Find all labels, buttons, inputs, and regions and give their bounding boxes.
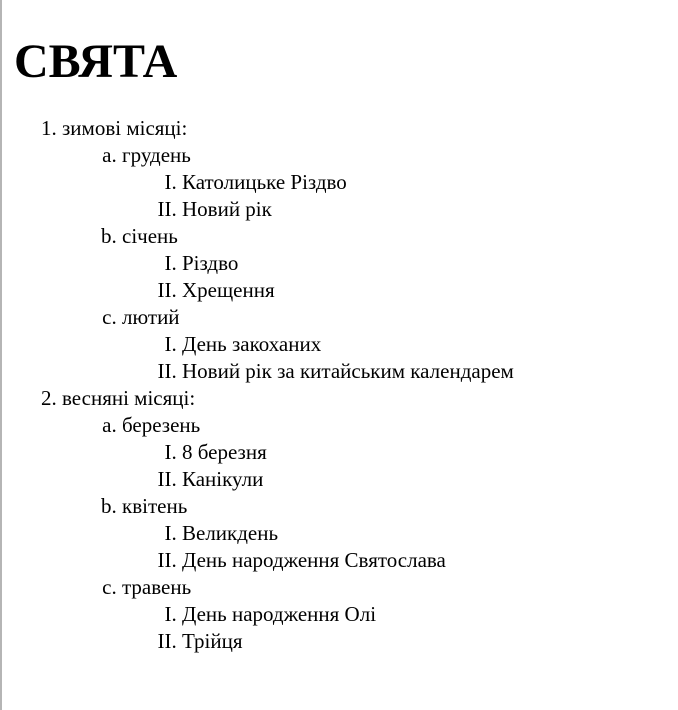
holiday-item: II. Новий рік за китайським календарем	[182, 358, 678, 385]
holiday-item: I. Великдень	[182, 520, 678, 547]
holiday-item: I. 8 березня	[182, 439, 678, 466]
month-item	[122, 223, 678, 304]
month-label: травень	[122, 575, 192, 600]
holiday-sublist	[122, 520, 678, 574]
holiday-sublist	[122, 439, 678, 493]
season-item	[62, 385, 678, 655]
holiday-sublist	[122, 250, 678, 304]
holiday-list	[14, 115, 678, 655]
document	[2, 0, 678, 655]
holiday-item: II. Хрещення	[182, 277, 678, 304]
month-label: січень	[122, 224, 178, 249]
holiday-item: I. Різдво	[182, 250, 678, 277]
page-title: СВЯТА	[14, 35, 178, 88]
holiday-item: II. Канікули	[182, 466, 678, 493]
holiday-item: I. Католицьке Різдво	[182, 169, 678, 196]
holiday-item: I. День народження Олі	[182, 601, 678, 628]
holiday-sublist	[122, 331, 678, 385]
season-label: весняні місяці:	[62, 386, 196, 411]
month-label: березень	[122, 413, 201, 438]
holiday-sublist	[122, 601, 678, 655]
month-label: квітень	[122, 494, 188, 519]
month-label: лютий	[122, 305, 180, 330]
holiday-sublist	[122, 169, 678, 223]
season-item	[62, 115, 678, 385]
month-item	[122, 142, 678, 223]
month-list	[62, 142, 678, 385]
season-label: зимові місяці:	[62, 116, 188, 141]
holiday-item: II. Трійця	[182, 628, 678, 655]
month-list	[62, 412, 678, 655]
month-label: грудень	[122, 143, 191, 168]
month-item	[122, 304, 678, 385]
month-item	[122, 493, 678, 574]
holiday-item: II. Новий рік	[182, 196, 678, 223]
holiday-item: II. День народження Святослава	[182, 547, 678, 574]
month-item	[122, 574, 678, 655]
month-item	[122, 412, 678, 493]
holiday-item: I. День закоханих	[182, 331, 678, 358]
